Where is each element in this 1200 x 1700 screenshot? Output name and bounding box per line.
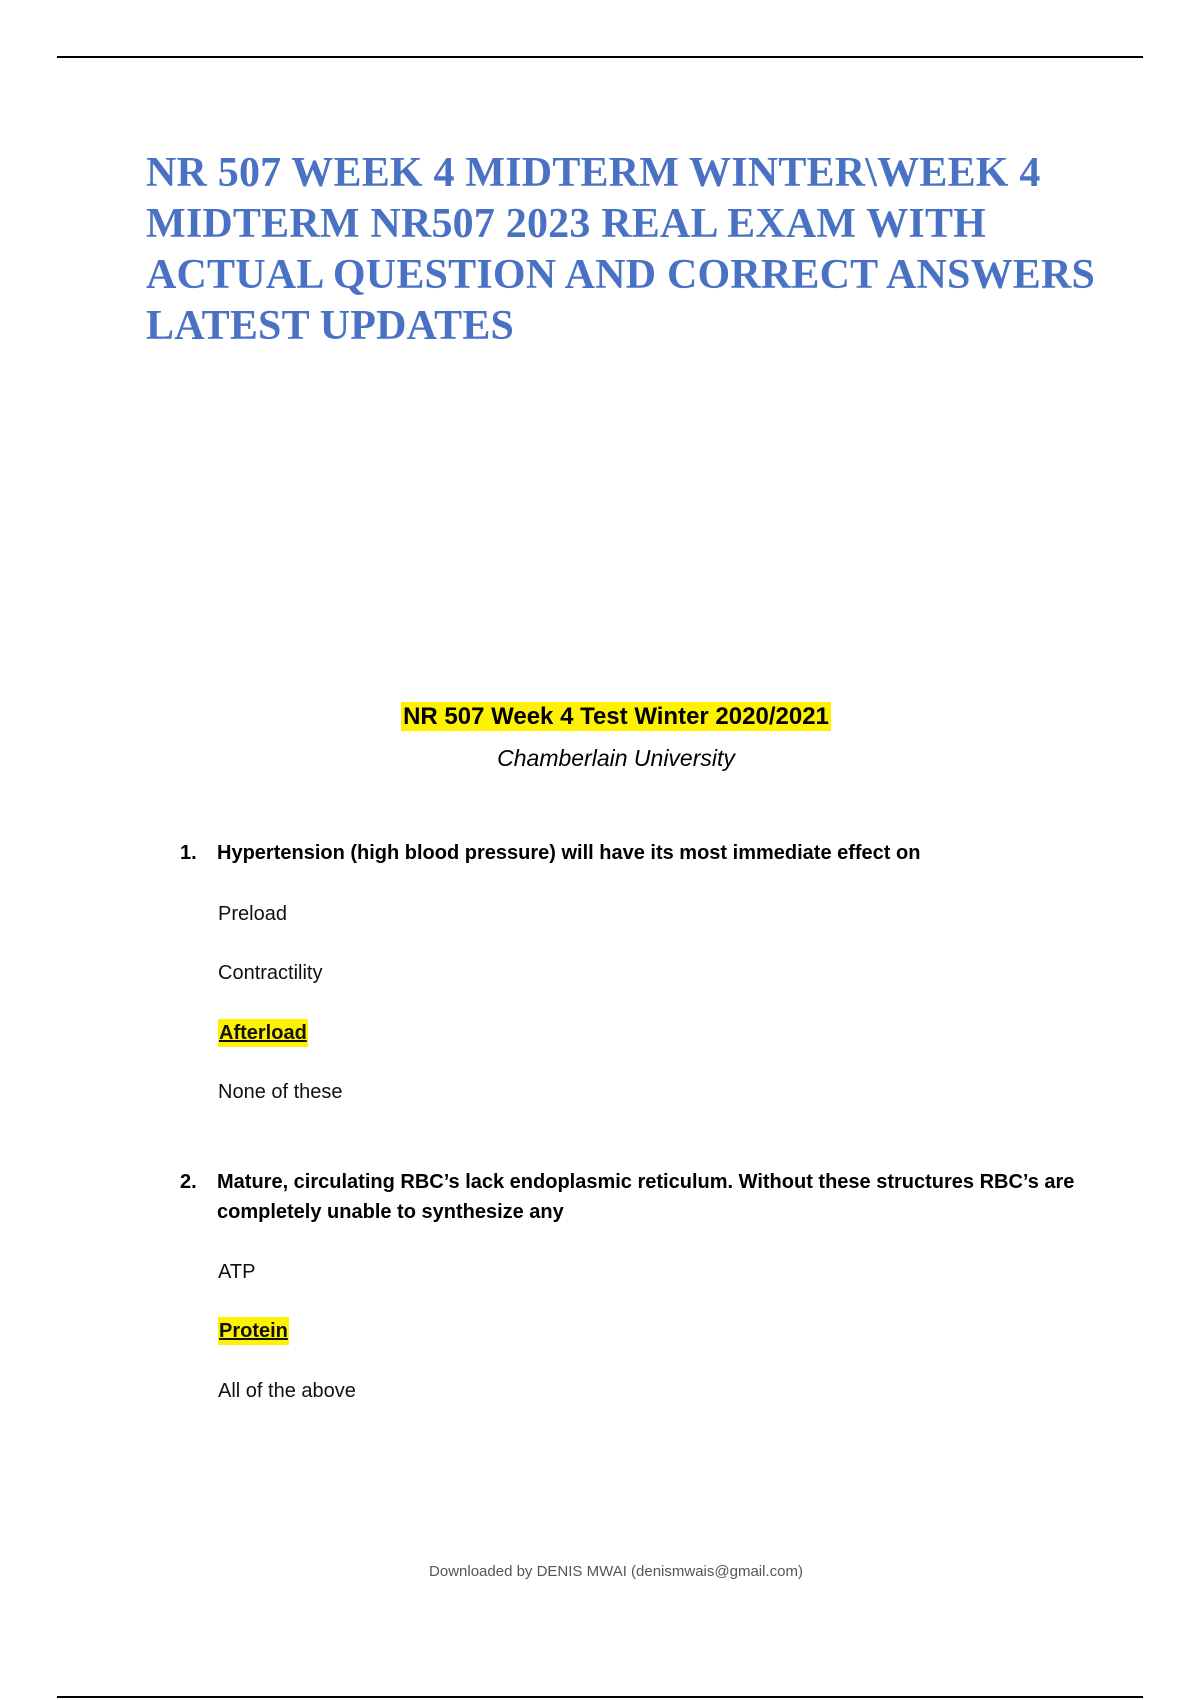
top-rule [57,56,1143,58]
question-2 [180,1167,1080,1227]
exam-heading [0,700,1200,734]
document-title: NR 507 WEEK 4 MIDTERM WINTER\WEEK 4 MIDTERM NR507 2023 REAL EXAM WITH ACTUAL QUESTION AND CORRECT ANSWERS LATEST UPDATES [146,150,1096,349]
bottom-rule [57,1696,1143,1698]
correct-answer-option: Afterload [218,1019,308,1047]
answer-option: Preload [218,903,287,925]
question-1 [180,838,1080,868]
institution-name: Chamberlain University [497,745,735,771]
answer-option: Contractility [218,962,323,984]
exam-heading-text: NR 507 Week 4 Test Winter 2020/2021 [403,703,829,730]
question-text: Hypertension (high blood pressure) will have its most immediate effect on [217,842,921,864]
correct-answer-option: Protein [218,1317,289,1345]
answer-option: None of these [218,1081,343,1103]
answer-option: ATP [218,1261,256,1283]
question-number: 2. [180,1171,197,1193]
question-text: Mature, circulating RBC’s lack endoplasmic reticulum. Without these structures RBC’s are completely unable to synthesize any [217,1171,1075,1223]
answer-option: All of the above [218,1380,356,1402]
download-footer: Downloaded by DENIS MWAI (denismwais@gmail.com) [429,1563,803,1580]
question-number: 1. [180,842,197,864]
